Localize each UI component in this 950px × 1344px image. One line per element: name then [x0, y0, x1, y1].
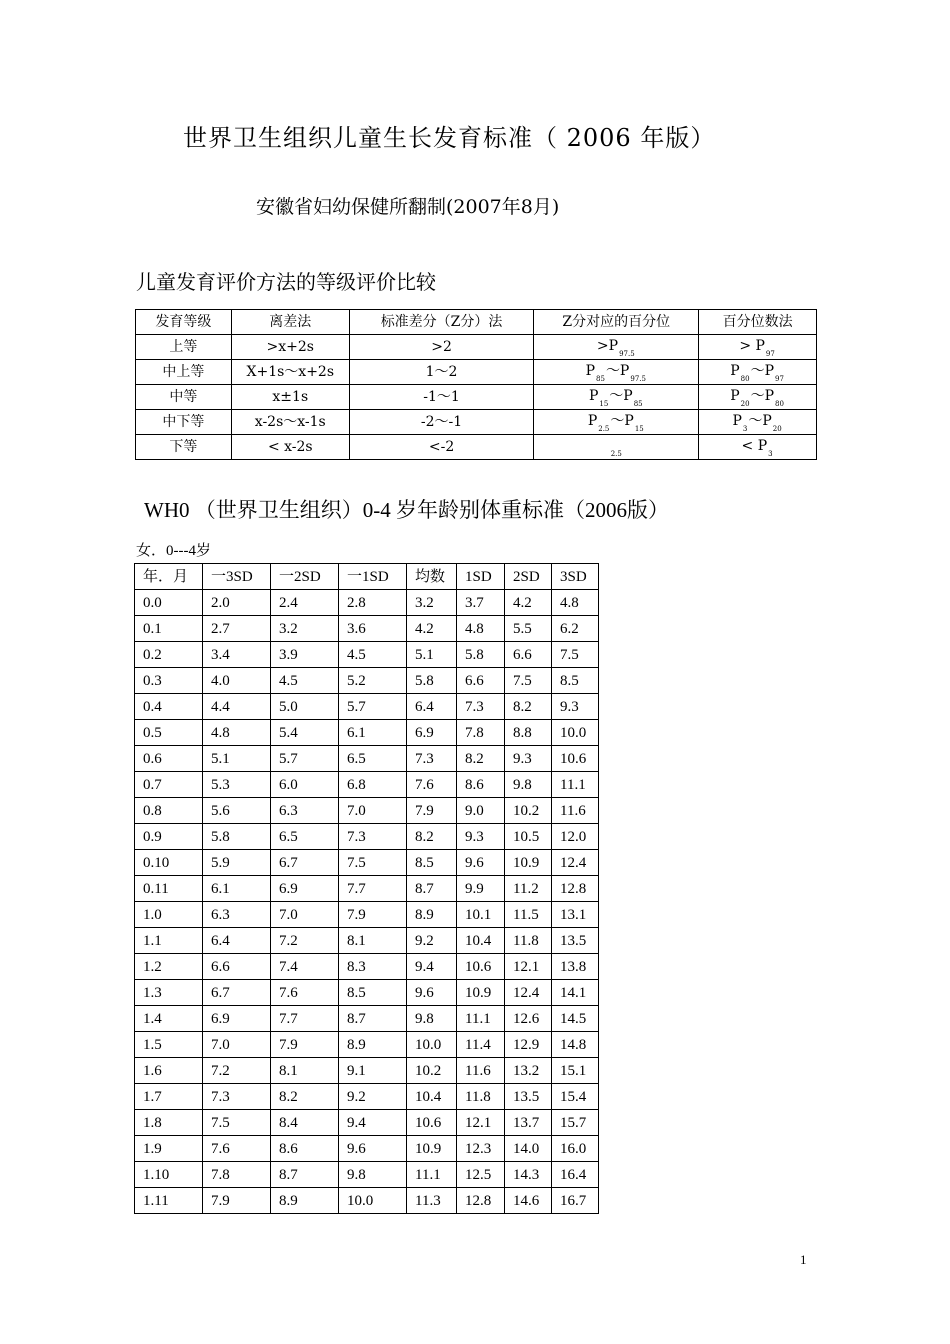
weight-cell: 7.5 [203, 1110, 271, 1136]
document-title: 世界卫生组织儿童生长发育标准（ 2006 年版） [183, 124, 716, 152]
weight-cell: 7.9 [271, 1032, 339, 1058]
weight-cell: 10.2 [407, 1058, 457, 1084]
weight-cell: 4.8 [457, 616, 505, 642]
table-row [135, 850, 599, 876]
weight-cell: 6.7 [271, 850, 339, 876]
weight-cell: 15.1 [552, 1058, 599, 1084]
document-subtitle: 安徽省妇幼保健所翻制(2007年8月) [256, 196, 560, 218]
weight-cell: 10.0 [552, 720, 599, 746]
weight-header-cell: 一2SD [271, 564, 339, 590]
weight-cell: 11.5 [505, 902, 552, 928]
weight-cell: 7.2 [203, 1058, 271, 1084]
weight-cell: 8.3 [339, 954, 407, 980]
weight-cell: 0.6 [135, 746, 203, 772]
weight-cell: 7.0 [271, 902, 339, 928]
weight-cell: 9.3 [457, 824, 505, 850]
weight-body [135, 590, 599, 1214]
weight-cell: 1.7 [135, 1084, 203, 1110]
weight-cell: 10.9 [457, 980, 505, 1006]
comparison-heading: 儿童发育评价方法的等级评价比较 [136, 270, 436, 294]
weight-cell: 10.2 [505, 798, 552, 824]
table-row [135, 928, 599, 954]
table-row [135, 746, 599, 772]
weight-cell: 7.7 [271, 1006, 339, 1032]
weight-cell: 10.0 [339, 1188, 407, 1214]
weight-cell: 6.9 [203, 1006, 271, 1032]
weight-cell: 9.8 [407, 1006, 457, 1032]
weight-cell: 1.8 [135, 1110, 203, 1136]
weight-cell: 7.3 [407, 746, 457, 772]
weight-cell: 10.9 [505, 850, 552, 876]
weight-cell: 14.1 [552, 980, 599, 1006]
weight-heading: WH0 （世界卫生组织）0-4 岁年龄别体重标准（2006版） [144, 498, 669, 522]
page-number: 1 [800, 1252, 807, 1267]
weight-cell: 1.5 [135, 1032, 203, 1058]
weight-cell: 0.9 [135, 824, 203, 850]
weight-cell: 0.7 [135, 772, 203, 798]
comparison-cell: < $P_3$ [699, 435, 817, 460]
weight-header-cell: 一1SD [339, 564, 407, 590]
table-row [135, 720, 599, 746]
weight-cell: 6.4 [407, 694, 457, 720]
comparison-cell: >2 [349, 335, 534, 360]
weight-cell: 8.8 [505, 720, 552, 746]
weight-cell: 1.4 [135, 1006, 203, 1032]
weight-cell: 8.7 [407, 876, 457, 902]
weight-cell: 11.1 [552, 772, 599, 798]
comparison-cell: $P_{15}\sim P_{85}$ [534, 385, 699, 410]
weight-cell: 2.4 [271, 590, 339, 616]
weight-cell: 9.2 [407, 928, 457, 954]
table-row [135, 1084, 599, 1110]
table-row [135, 668, 599, 694]
weight-cell: 10.1 [457, 902, 505, 928]
weight-cell: 6.1 [339, 720, 407, 746]
weight-cell: 0.5 [135, 720, 203, 746]
table-row [135, 642, 599, 668]
weight-cell: 2.8 [339, 590, 407, 616]
weight-cell: 10.4 [457, 928, 505, 954]
weight-cell: 4.0 [203, 668, 271, 694]
weight-subheading: 女．0---4岁 [136, 543, 211, 559]
weight-cell: 8.5 [339, 980, 407, 1006]
weight-cell: 0.10 [135, 850, 203, 876]
weight-cell: 9.0 [457, 798, 505, 824]
weight-cell: 11.1 [407, 1162, 457, 1188]
weight-header-cell: 3SD [552, 564, 599, 590]
table-row [135, 694, 599, 720]
comparison-cell: < x-2s [231, 435, 349, 460]
weight-cell: 6.0 [271, 772, 339, 798]
weight-cell: 13.5 [552, 928, 599, 954]
weight-cell: 0.1 [135, 616, 203, 642]
comparison-cell: -2～-1 [349, 410, 534, 435]
table-row [135, 1162, 599, 1188]
weight-cell: 7.9 [339, 902, 407, 928]
comparison-cell: $P_{20}\sim P_{80}$ [699, 385, 817, 410]
weight-cell: 3.4 [203, 642, 271, 668]
weight-cell: 12.8 [552, 876, 599, 902]
table-row [135, 980, 599, 1006]
weight-cell: 9.2 [339, 1084, 407, 1110]
weight-cell: 1.11 [135, 1188, 203, 1214]
weight-cell: 10.5 [505, 824, 552, 850]
weight-cell: 8.9 [339, 1032, 407, 1058]
comparison-cell: 2.5 [534, 435, 699, 460]
weight-cell: 5.1 [203, 746, 271, 772]
weight-cell: 1.1 [135, 928, 203, 954]
weight-cell: 16.7 [552, 1188, 599, 1214]
weight-cell: 9.1 [339, 1058, 407, 1084]
weight-cell: 8.2 [407, 824, 457, 850]
weight-cell: 4.2 [505, 590, 552, 616]
weight-cell: 12.6 [505, 1006, 552, 1032]
weight-cell: 7.7 [339, 876, 407, 902]
weight-cell: 4.2 [407, 616, 457, 642]
weight-cell: 12.1 [505, 954, 552, 980]
table-row [135, 954, 599, 980]
weight-cell: 5.2 [339, 668, 407, 694]
weight-cell: 5.0 [271, 694, 339, 720]
weight-cell: 8.5 [407, 850, 457, 876]
weight-cell: 1.0 [135, 902, 203, 928]
comparison-header-cell: 标准差分（Z分）法 [349, 310, 534, 335]
weight-header-row [135, 564, 599, 590]
weight-cell: 3.2 [407, 590, 457, 616]
table-row [135, 1058, 599, 1084]
table-row [135, 798, 599, 824]
weight-cell: 5.8 [407, 668, 457, 694]
weight-cell: 8.1 [271, 1058, 339, 1084]
weight-header-cell: 年．月 [135, 564, 203, 590]
weight-cell: 12.4 [505, 980, 552, 1006]
comparison-cell: x±1s [231, 385, 349, 410]
comparison-cell: 中上等 [136, 360, 232, 385]
comparison-cell: $>P_{97.5}$ [534, 335, 699, 360]
weight-cell: 11.6 [552, 798, 599, 824]
table-row [135, 876, 599, 902]
weight-cell: 7.8 [457, 720, 505, 746]
weight-cell: 9.4 [407, 954, 457, 980]
weight-cell: 0.2 [135, 642, 203, 668]
table-row [135, 616, 599, 642]
weight-cell: 7.3 [457, 694, 505, 720]
table-row [135, 1188, 599, 1214]
weight-cell: 8.1 [339, 928, 407, 954]
table-row [135, 902, 599, 928]
weight-cell: 1.10 [135, 1162, 203, 1188]
weight-cell: 12.0 [552, 824, 599, 850]
comparison-cell: >x+2s [231, 335, 349, 360]
weight-cell: 6.2 [552, 616, 599, 642]
weight-cell: 14.5 [552, 1006, 599, 1032]
weight-cell: 4.8 [203, 720, 271, 746]
weight-cell: 1.2 [135, 954, 203, 980]
comparison-cell: 上等 [136, 335, 232, 360]
weight-cell: 12.5 [457, 1162, 505, 1188]
weight-cell: 7.2 [271, 928, 339, 954]
comparison-cell: > $P_{97}$ [699, 335, 817, 360]
weight-cell: 0.11 [135, 876, 203, 902]
weight-cell: 8.2 [457, 746, 505, 772]
weight-cell: 7.0 [203, 1032, 271, 1058]
weight-cell: 9.3 [552, 694, 599, 720]
weight-cell: 12.4 [552, 850, 599, 876]
weight-cell: 4.5 [271, 668, 339, 694]
weight-cell: 11.2 [505, 876, 552, 902]
weight-cell: 7.9 [407, 798, 457, 824]
weight-cell: 6.1 [203, 876, 271, 902]
weight-cell: 16.0 [552, 1136, 599, 1162]
weight-cell: 12.8 [457, 1188, 505, 1214]
weight-cell: 8.5 [552, 668, 599, 694]
weight-cell: 6.6 [457, 668, 505, 694]
weight-cell: 8.9 [407, 902, 457, 928]
weight-cell: 3.2 [271, 616, 339, 642]
weight-cell: 8.7 [271, 1162, 339, 1188]
table-row [135, 590, 599, 616]
weight-cell: 13.2 [505, 1058, 552, 1084]
weight-cell: 9.6 [457, 850, 505, 876]
comparison-cell: $P_{2.5}\sim P_{15}$ [534, 410, 699, 435]
weight-cell: 3.7 [457, 590, 505, 616]
weight-cell: 6.6 [505, 642, 552, 668]
weight-cell: 7.3 [339, 824, 407, 850]
weight-cell: 11.4 [457, 1032, 505, 1058]
weight-cell: 0.4 [135, 694, 203, 720]
table-row [135, 1136, 599, 1162]
comparison-body [136, 335, 817, 460]
weight-cell: 7.6 [203, 1136, 271, 1162]
weight-cell: 6.7 [203, 980, 271, 1006]
weight-cell: 5.1 [407, 642, 457, 668]
comparison-header-cell: 离差法 [231, 310, 349, 335]
comparison-header-cell: 百分位数法 [699, 310, 817, 335]
weight-cell: 7.9 [203, 1188, 271, 1214]
weight-cell: 13.1 [552, 902, 599, 928]
weight-cell: 8.2 [271, 1084, 339, 1110]
weight-cell: 0.3 [135, 668, 203, 694]
weight-cell: 7.0 [339, 798, 407, 824]
weight-cell: 7.4 [271, 954, 339, 980]
weight-header-cell: 均数 [407, 564, 457, 590]
weight-cell: 6.5 [339, 746, 407, 772]
comparison-header-cell: Z分对应的百分位 [534, 310, 699, 335]
weight-cell: 7.5 [505, 668, 552, 694]
weight-cell: 6.4 [203, 928, 271, 954]
weight-cell: 5.3 [203, 772, 271, 798]
weight-cell: 10.0 [407, 1032, 457, 1058]
comparison-row [136, 335, 817, 360]
weight-cell: 13.5 [505, 1084, 552, 1110]
weight-cell: 10.6 [552, 746, 599, 772]
weight-cell: 14.6 [505, 1188, 552, 1214]
weight-cell: 6.3 [271, 798, 339, 824]
weight-cell: 11.3 [407, 1188, 457, 1214]
weight-cell: 11.8 [505, 928, 552, 954]
weight-cell: 14.3 [505, 1162, 552, 1188]
weight-cell: 9.6 [339, 1136, 407, 1162]
comparison-row [136, 435, 817, 460]
comparison-row [136, 410, 817, 435]
weight-cell: 13.8 [552, 954, 599, 980]
weight-cell: 10.6 [457, 954, 505, 980]
comparison-cell: 中等 [136, 385, 232, 410]
weight-cell: 1.6 [135, 1058, 203, 1084]
weight-cell: 15.7 [552, 1110, 599, 1136]
comparison-cell: -1～1 [349, 385, 534, 410]
weight-cell: 5.7 [271, 746, 339, 772]
weight-cell: 12.9 [505, 1032, 552, 1058]
comparison-cell: 下等 [136, 435, 232, 460]
weight-table [134, 563, 599, 1214]
weight-cell: 8.6 [457, 772, 505, 798]
weight-cell: 8.9 [271, 1188, 339, 1214]
comparison-header-row [136, 310, 817, 335]
weight-cell: 6.6 [203, 954, 271, 980]
weight-cell: 11.6 [457, 1058, 505, 1084]
weight-cell: 5.8 [457, 642, 505, 668]
weight-cell: 7.5 [339, 850, 407, 876]
weight-header-cell: 一3SD [203, 564, 271, 590]
weight-header-cell: 1SD [457, 564, 505, 590]
comparison-cell: 中下等 [136, 410, 232, 435]
weight-cell: 6.3 [203, 902, 271, 928]
weight-cell: 12.1 [457, 1110, 505, 1136]
weight-cell: 9.8 [505, 772, 552, 798]
weight-cell: 7.5 [552, 642, 599, 668]
comparison-cell: X+1s～x+2s [231, 360, 349, 385]
comparison-cell: <-2 [349, 435, 534, 460]
weight-cell: 4.8 [552, 590, 599, 616]
weight-cell: 11.8 [457, 1084, 505, 1110]
weight-cell: 9.6 [407, 980, 457, 1006]
comparison-cell: $P_3\sim P_{20}$ [699, 410, 817, 435]
comparison-row [136, 360, 817, 385]
comparison-cell: $P_{85}\sim P_{97.5}$ [534, 360, 699, 385]
weight-cell: 12.3 [457, 1136, 505, 1162]
weight-cell: 5.7 [339, 694, 407, 720]
weight-cell: 16.4 [552, 1162, 599, 1188]
weight-cell: 6.9 [407, 720, 457, 746]
weight-cell: 0.0 [135, 590, 203, 616]
weight-cell: 5.5 [505, 616, 552, 642]
weight-cell: 6.8 [339, 772, 407, 798]
weight-cell: 1.3 [135, 980, 203, 1006]
weight-cell: 4.5 [339, 642, 407, 668]
comparison-cell: $P_{80}\sim P_{97}$ [699, 360, 817, 385]
comparison-cell: x-2s～x-1s [231, 410, 349, 435]
weight-cell: 3.9 [271, 642, 339, 668]
weight-cell: 5.6 [203, 798, 271, 824]
weight-header-cell: 2SD [505, 564, 552, 590]
weight-cell: 7.6 [407, 772, 457, 798]
weight-cell: 9.3 [505, 746, 552, 772]
weight-cell: 10.6 [407, 1110, 457, 1136]
weight-cell: 8.7 [339, 1006, 407, 1032]
comparison-row [136, 385, 817, 410]
weight-cell: 3.6 [339, 616, 407, 642]
table-row [135, 1032, 599, 1058]
weight-cell: 6.9 [271, 876, 339, 902]
weight-cell: 8.4 [271, 1110, 339, 1136]
comparison-table [135, 309, 817, 460]
weight-cell: 8.6 [271, 1136, 339, 1162]
weight-cell: 15.4 [552, 1084, 599, 1110]
weight-cell: 5.4 [271, 720, 339, 746]
weight-cell: 10.4 [407, 1084, 457, 1110]
comparison-header-cell: 发育等级 [136, 310, 232, 335]
table-row [135, 824, 599, 850]
weight-cell: 5.8 [203, 824, 271, 850]
weight-cell: 7.6 [271, 980, 339, 1006]
weight-cell: 6.5 [271, 824, 339, 850]
weight-cell: 9.4 [339, 1110, 407, 1136]
weight-cell: 5.9 [203, 850, 271, 876]
weight-cell: 9.8 [339, 1162, 407, 1188]
weight-cell: 10.9 [407, 1136, 457, 1162]
table-row [135, 1006, 599, 1032]
weight-cell: 2.7 [203, 616, 271, 642]
weight-cell: 13.7 [505, 1110, 552, 1136]
weight-cell: 9.9 [457, 876, 505, 902]
weight-cell: 8.2 [505, 694, 552, 720]
comparison-cell: 1～2 [349, 360, 534, 385]
weight-cell: 4.4 [203, 694, 271, 720]
weight-cell: 1.9 [135, 1136, 203, 1162]
weight-cell: 0.8 [135, 798, 203, 824]
table-row [135, 1110, 599, 1136]
table-row [135, 772, 599, 798]
weight-cell: 7.3 [203, 1084, 271, 1110]
weight-cell: 2.0 [203, 590, 271, 616]
weight-cell: 7.8 [203, 1162, 271, 1188]
weight-cell: 14.8 [552, 1032, 599, 1058]
weight-cell: 11.1 [457, 1006, 505, 1032]
weight-cell: 14.0 [505, 1136, 552, 1162]
